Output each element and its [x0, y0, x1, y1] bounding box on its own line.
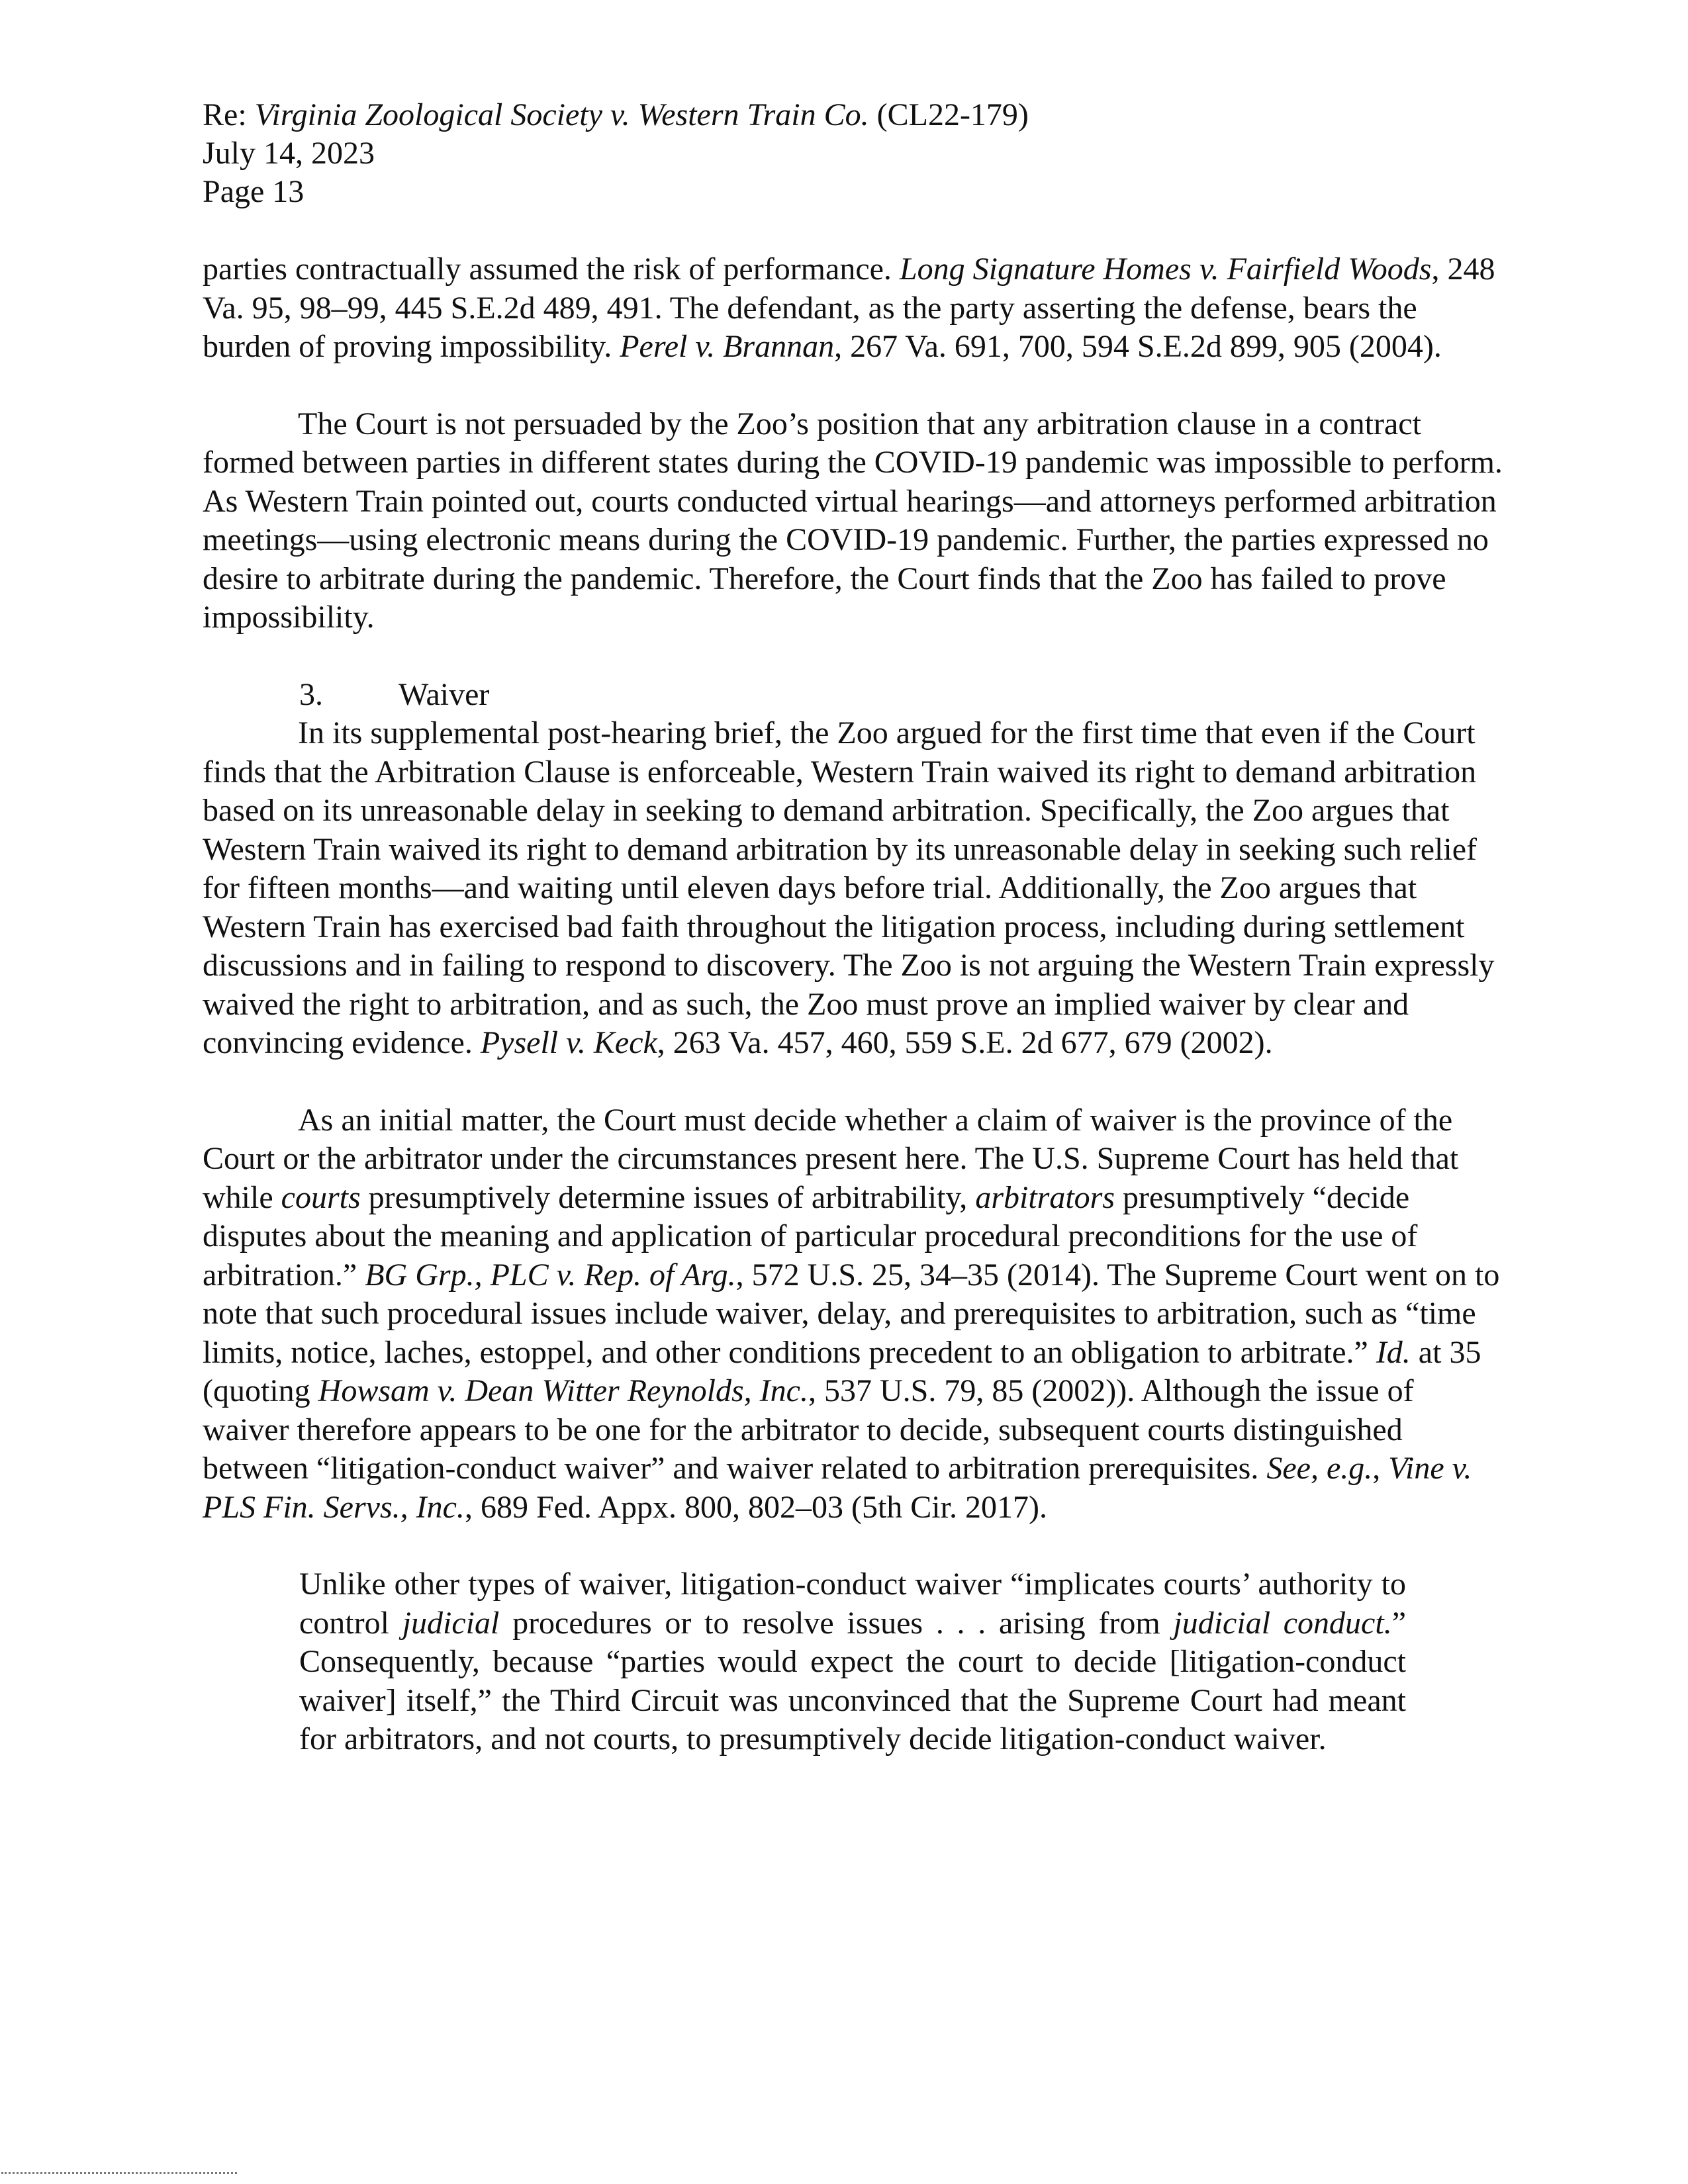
- paragraph-waiver-analysis: As an initial matter, the Court must decide whether a claim of waiver is the province of the Court or the arbitrator under the circumstances present here. The U.S. Supreme Court has held that while courts presumptively determine issues of arbitrability, arbitrators presumptively “decide disputes about the meaning and application of particular procedural preconditions for the use of arbitration.” BG Grp., PLC v. Rep. of Arg., 572 U.S. 25, 34–35 (2014). The Supreme Court went on to note that such procedural issues include waiver, delay, and prerequisites to arbitration, such as “time limits, notice, laches, estoppel, and other conditions precedent to an obligation to arbitrate.” Id. at 35 (quoting Howsam v. Dean Witter Reynolds, Inc., 537 U.S. 79, 85 (2002)). Although the issue of waiver therefore appears to be one for the arbitrator to decide, subsequent courts distinguished between “litigation-conduct waiver” and waiver related to arbitration prerequisites. See, e.g., Vine v. PLS Fin. Servs., Inc., 689 Fed. Appx. 800, 802–03 (5th Cir. 2017).: [203, 1102, 1500, 1525]
- header-page-number: Page 13: [203, 174, 305, 209]
- paragraph-waiver-argument: In its supplemental post-hearing brief, the Zoo argued for the first time that even if the Court finds that the Arbitration Clause is enforceable, Western Train waived its right to demand arbitration based on its unreasonable delay in seeking to demand arbitration. Specifically, the Zoo argues that Western Train waived its right to demand arbitration by its unreasonable delay in seeking such relief for fifteen months—and waiting until eleven days before trial. Additionally, the Zoo argues that Western Train has exercised bad faith throughout the litigation process, including during settlement discussions and in failing to respond to discovery. The Zoo is not arguing the Western Train expressly waived the right to arbitration, and as such, the Zoo must prove an implied waiver by clear and convincing evidence. Pysell v. Keck, 263 Va. 457, 460, 559 S.E. 2d 677, 679 (2002).: [203, 715, 1495, 1060]
- footer-dotted-rule: [1, 2172, 237, 2174]
- paragraph-impossibility-standard: parties contractually assumed the risk of performance. Long Signature Homes v. Fairfield Woods, 248 Va. 95, 98–99, 445 S.E.2d 489, 491. The defendant, as the party asserting the defense, bears the burden of proving impossibility. Perel v. Brannan, 267 Va. 691, 700, 594 S.E.2d 899, 905 (2004).: [203, 251, 1495, 364]
- section-heading-waiver: [203, 676, 1504, 715]
- section-number: 3.: [299, 676, 323, 712]
- case-name: Virginia Zoological Society v. Western Train Co.: [254, 97, 869, 132]
- header-case-line: Re: Virginia Zoological Society v. Western Train Co. (CL22-179): [203, 97, 1029, 132]
- letter-header: [203, 96, 1029, 211]
- section-title: Waiver: [399, 676, 490, 712]
- block-quote: Unlike other types of waiver, litigation-conduct waiver “implicates courts’ authority to control judicial procedures or to resolve issues . . . arising from judicial conduct.” Consequently, because “parties would expect the court to decide [litigation-conduct waiver] itself,” the Third Circuit was unconvinced that the Supreme Court had meant for arbitrators, and not courts, to presumptively decide litigation-conduct waiver.: [299, 1567, 1406, 1756]
- header-date: July 14, 2023: [203, 136, 375, 171]
- paragraph-impossibility-finding: The Court is not persuaded by the Zoo’s position that any arbitration clause in a contract formed between parties in different states during the COVID-19 pandemic was impossible to perform. As Western Train pointed out, courts conducted virtual hearings—and attorneys performed arbitration meetings—using electronic means during the COVID-19 pandemic. Further, the parties expressed no desire to arbitrate during the pandemic. Therefore, the Court finds that the Zoo has failed to prove impossibility.: [203, 406, 1503, 635]
- opinion-body: [203, 250, 1504, 1759]
